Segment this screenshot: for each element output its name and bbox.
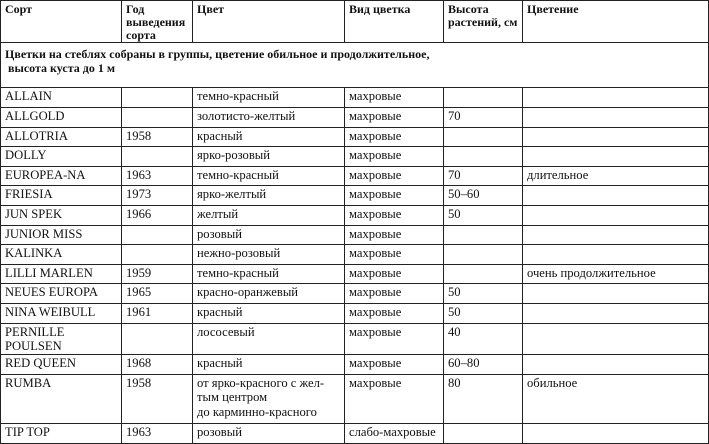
cell-height xyxy=(444,127,523,147)
group-note-line-1: Цветки на стеблях собраны в группы, цветение обильное и продолжительное, xyxy=(5,47,430,62)
cell-year: 1958 xyxy=(122,127,193,147)
cell-color: красный xyxy=(193,127,345,147)
cell-height: 60–80 xyxy=(444,355,523,375)
header-height-line-2: растений, см xyxy=(448,14,518,29)
cell-height xyxy=(444,264,523,284)
cell-flower-type: махровые xyxy=(345,147,444,167)
cell-bloom xyxy=(523,303,709,323)
cell-year xyxy=(122,107,193,127)
cell-height xyxy=(444,88,523,108)
cell-color: темно-красный xyxy=(193,264,345,284)
cell-bloom xyxy=(523,355,709,375)
header-row xyxy=(1,1,709,43)
table-row xyxy=(1,303,709,323)
cell-color xyxy=(193,374,345,423)
cell-color: красный xyxy=(193,355,345,375)
cell-year xyxy=(122,147,193,167)
header-height-line-1: Высота xyxy=(448,2,489,16)
header-year xyxy=(122,1,193,43)
cell-sort: LILLI MARLEN xyxy=(1,264,122,284)
cell-height: 70 xyxy=(444,107,523,127)
header-sort: Сорт xyxy=(1,1,122,43)
cell-bloom xyxy=(523,323,709,355)
cell-bloom xyxy=(523,284,709,304)
table-row xyxy=(1,127,709,147)
cell-flower-type: махровые xyxy=(345,88,444,108)
cell-year: 1966 xyxy=(122,205,193,225)
table-row xyxy=(1,147,709,167)
rumba-color-line-3: до карминно-красного xyxy=(197,404,317,419)
cell-color: темно-красный xyxy=(193,88,345,108)
table-row xyxy=(1,355,709,375)
cell-sort: RUMBA xyxy=(1,374,122,423)
cell-height xyxy=(444,225,523,245)
table-row xyxy=(1,245,709,265)
rows-before-rumba xyxy=(1,88,709,375)
cell-bloom xyxy=(523,423,709,443)
cell-year: 1963 xyxy=(122,166,193,186)
cell-sort: PERNILLE POULSEN xyxy=(1,323,122,355)
cell-bloom: длительное xyxy=(523,166,709,186)
group-note-row xyxy=(1,43,709,88)
cell-sort: KALINKA xyxy=(1,245,122,265)
cell-bloom xyxy=(523,205,709,225)
cell-flower-type: махровые xyxy=(345,166,444,186)
cell-height: 80 xyxy=(444,374,523,423)
cell-height xyxy=(444,147,523,167)
cell-year: 1959 xyxy=(122,264,193,284)
cell-sort: FRIESIA xyxy=(1,186,122,206)
cell-year: 1961 xyxy=(122,303,193,323)
cell-bloom xyxy=(523,245,709,265)
cell-year: 1958 xyxy=(122,374,193,423)
cell-sort: ALLAIN xyxy=(1,88,122,108)
cell-year: 1965 xyxy=(122,284,193,304)
header-bloom: Цветение xyxy=(523,1,709,43)
table-row-rumba xyxy=(1,374,709,423)
cell-bloom: очень продолжительное xyxy=(523,264,709,284)
cell-year: 1973 xyxy=(122,186,193,206)
header-year-line-2: выведения xyxy=(126,14,186,29)
cell-color: нежно-розовый xyxy=(193,245,345,265)
header-flower-type: Вид цветка xyxy=(345,1,444,43)
rows-after-rumba xyxy=(1,423,709,443)
cell-color: темно-красный xyxy=(193,166,345,186)
table-row xyxy=(1,284,709,304)
cell-height: 70 xyxy=(444,166,523,186)
cell-height: 50–60 xyxy=(444,186,523,206)
table-row xyxy=(1,423,709,443)
cell-flower-type: махровые xyxy=(345,205,444,225)
cell-year: 1963 xyxy=(122,423,193,443)
cell-year xyxy=(122,225,193,245)
cell-flower-type: махровые xyxy=(345,245,444,265)
cell-height: 50 xyxy=(444,284,523,304)
cell-color: ярко-розовый xyxy=(193,147,345,167)
cell-bloom xyxy=(523,88,709,108)
header-color: Цвет xyxy=(193,1,345,43)
rumba-color-line-2: тым центром xyxy=(197,390,268,405)
cell-color: розовый xyxy=(193,423,345,443)
header-year-line-1: Год xyxy=(126,2,145,16)
cell-bloom xyxy=(523,186,709,206)
cell-sort: ALLGOLD xyxy=(1,107,122,127)
cell-color: красный xyxy=(193,303,345,323)
rumba-color-line-1: от ярко-красного с жел- xyxy=(197,375,325,390)
cell-bloom xyxy=(523,225,709,245)
cell-flower-type: махровые xyxy=(345,225,444,245)
cell-sort: DOLLY xyxy=(1,147,122,167)
group-note-line-2: высота куста до 1 м xyxy=(8,60,116,75)
table-row xyxy=(1,88,709,108)
cell-year: 1968 xyxy=(122,355,193,375)
cell-sort: EUROPEA-NA xyxy=(1,166,122,186)
cell-flower-type: махровые xyxy=(345,374,444,423)
cell-color: желтый xyxy=(193,205,345,225)
cell-sort: ALLOTRIA xyxy=(1,127,122,147)
cell-bloom: обильное xyxy=(523,374,709,423)
cell-color: розовый xyxy=(193,225,345,245)
cell-flower-type: махровые xyxy=(345,127,444,147)
cell-year xyxy=(122,323,193,355)
cell-color: лососевый xyxy=(193,323,345,355)
cell-bloom xyxy=(523,147,709,167)
cell-height xyxy=(444,423,523,443)
cell-flower-type: махровые xyxy=(345,264,444,284)
cell-bloom xyxy=(523,127,709,147)
table-row xyxy=(1,107,709,127)
cell-color: красно-оранжевый xyxy=(193,284,345,304)
cell-height: 40 xyxy=(444,323,523,355)
cell-color: ярко-желтый xyxy=(193,186,345,206)
header-year-line-3: сорта xyxy=(126,27,156,42)
group-note xyxy=(1,43,709,88)
cell-flower-type: слабо-махровые xyxy=(345,423,444,443)
cell-height: 50 xyxy=(444,205,523,225)
cell-year xyxy=(122,88,193,108)
cell-sort: JUN SPEK xyxy=(1,205,122,225)
table-row xyxy=(1,225,709,245)
header-height xyxy=(444,1,523,43)
cell-flower-type: махровые xyxy=(345,284,444,304)
cell-sort: JUNIOR MISS xyxy=(1,225,122,245)
cell-height xyxy=(444,245,523,265)
cell-sort: NEUES EUROPA xyxy=(1,284,122,304)
cell-year xyxy=(122,245,193,265)
cell-sort: TIP TOP xyxy=(1,423,122,443)
cell-height: 50 xyxy=(444,303,523,323)
cell-flower-type: махровые xyxy=(345,355,444,375)
table-row xyxy=(1,205,709,225)
cell-color: золотисто-желтый xyxy=(193,107,345,127)
cell-sort: RED QUEEN xyxy=(1,355,122,375)
cell-flower-type: махровые xyxy=(345,303,444,323)
cell-bloom xyxy=(523,107,709,127)
table-row xyxy=(1,186,709,206)
cell-sort: NINA WEIBULL xyxy=(1,303,122,323)
cell-flower-type: махровые xyxy=(345,323,444,355)
cell-flower-type: махровые xyxy=(345,186,444,206)
cell-flower-type: махровые xyxy=(345,107,444,127)
table-row xyxy=(1,264,709,284)
table-row xyxy=(1,166,709,186)
table-row xyxy=(1,323,709,355)
